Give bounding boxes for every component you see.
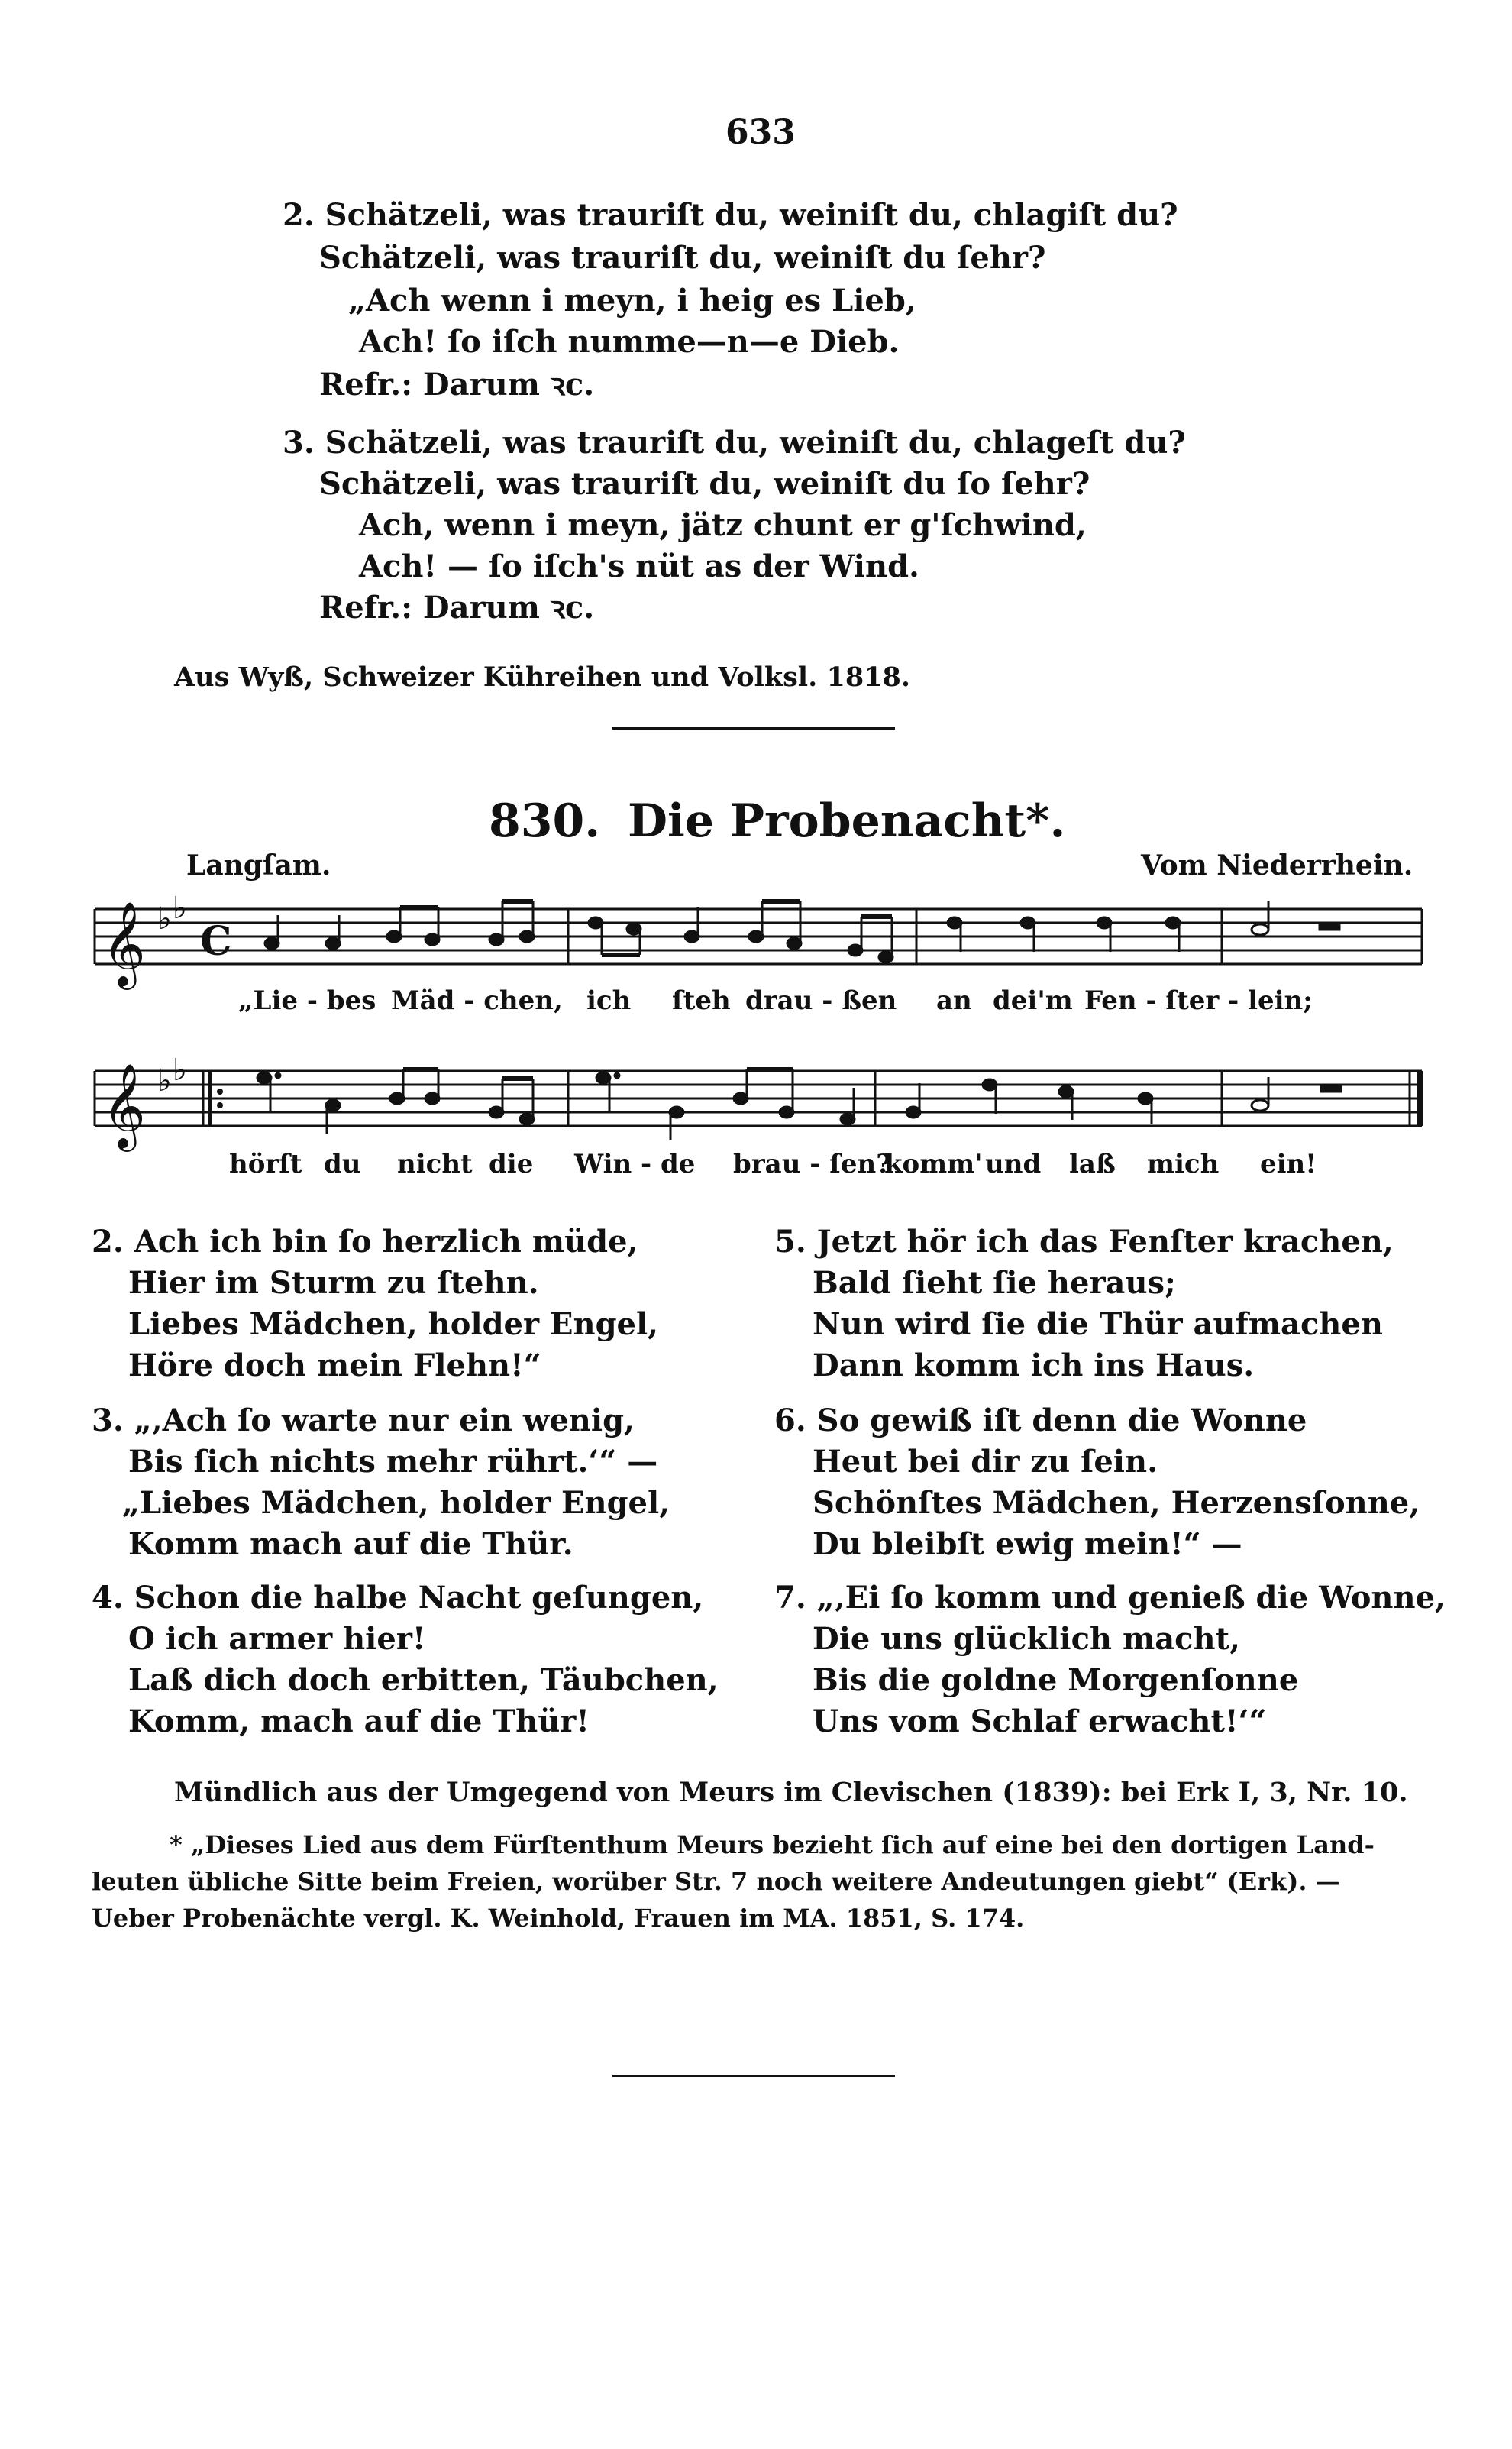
flat-sign-icon: ♭	[157, 1063, 172, 1098]
notes-staff-1	[265, 901, 1339, 962]
verse-line: Dann komm ich ins Haus.	[813, 1347, 1255, 1383]
verse-line: Nun wird ſie die Thür aufmachen	[813, 1306, 1383, 1342]
footnote-line: * „Dieses Lied aus dem Fürſtenthum Meurs bezieht ſich auf eine bei den dortigen Land-	[170, 1830, 1375, 1859]
lyric-syllable: brau - ſen?	[733, 1149, 892, 1179]
flat-sign-icon: ♭	[157, 901, 172, 937]
divider-rule	[612, 727, 895, 730]
lyric-syllable: du	[324, 1149, 361, 1179]
lyric-syllable: ſteh	[672, 985, 731, 1016]
verse-line: Komm, mach auf die Thür!	[128, 1703, 590, 1739]
lyric-syllable: „Lie - bes	[238, 985, 376, 1016]
verse-line: Ach! ſo iſch numme—n—e Dieb.	[359, 324, 900, 360]
notes-staff-2	[257, 1069, 1341, 1140]
lyric-syllable: nicht	[397, 1149, 473, 1179]
lyric-syllable: drau - ßen	[745, 985, 897, 1016]
verse-line: Du bleibſt ewig mein!“ —	[813, 1526, 1242, 1562]
verse-line: Heut bei dir zu ſein.	[813, 1444, 1158, 1480]
verse-line: Laß dich doch erbitten, Täubchen,	[128, 1662, 719, 1698]
lyric-syllable: Fen - ſter - lein;	[1084, 985, 1313, 1016]
lyric-syllable: ich	[586, 985, 632, 1016]
verse-line: Uns vom Schlaf erwacht!‘“	[813, 1703, 1267, 1739]
song-title: Die Probenacht*.	[628, 794, 1066, 848]
bottom-divider-rule	[612, 2075, 895, 2077]
lyric-syllable: ein!	[1260, 1149, 1317, 1179]
verse-line: 4. Schon die halbe Nacht geſungen,	[92, 1580, 704, 1616]
verse-line: Bis ſich nichts mehr rührt.‘“ —	[128, 1444, 658, 1480]
verse-line: Bis die goldne Morgenſonne	[813, 1662, 1299, 1698]
tempo-marking: Langſam.	[186, 849, 331, 882]
song-number: 830.	[489, 794, 601, 848]
song-source-citation: Mündlich aus der Umgegend von Meurs im Clevischen (1839): bei Erk I, 3, Nr. 10.	[174, 1777, 1408, 1808]
footnote-line: leuten übliche Sitte beim Freien, worüber Str. 7 noch weitere Andeutungen giebt“ (Erk). —	[92, 1867, 1340, 1896]
footnote-line: Ueber Probenächte vergl. K. Weinhold, Frauen im MA. 1851, S. 174.	[92, 1904, 1025, 1933]
music-staff-2	[0, 1040, 1512, 1163]
top-source-citation: Aus Wyß, Schweizer Kühreihen und Volksl. 1818.	[174, 662, 911, 693]
lyric-syllable: und	[985, 1149, 1042, 1179]
verse-line: Schönſtes Mädchen, Herzensſonne,	[813, 1485, 1420, 1521]
verse-line: 6. So gewiß iſt denn die Wonne	[774, 1402, 1307, 1438]
verse-line: Schätzeli, was trauriſt du, weiniſt du ſo ſehr?	[319, 466, 1090, 502]
lyric-syllable: dei'm	[993, 985, 1073, 1016]
music-staff-1	[0, 878, 1512, 1001]
flat-sign-icon: ♭	[173, 1053, 187, 1088]
verse-line: Bald ſieht ſie heraus;	[813, 1265, 1176, 1301]
verse-line: „Liebes Mädchen, holder Engel,	[122, 1485, 670, 1521]
verse-line: Ach! — ſo iſch's nüt as der Wind.	[359, 548, 919, 584]
verse-line: Höre doch mein Flehn!“	[128, 1347, 541, 1383]
lyric-syllable: laß	[1069, 1149, 1116, 1179]
verse-line: 2. Ach ich bin ſo herzlich müde,	[92, 1224, 638, 1260]
flat-sign-icon: ♭	[173, 891, 187, 926]
lyric-syllable: an	[936, 985, 972, 1016]
verse-line: 2. Schätzeli, was trauriſt du, weiniſt du, chlagiſt du?	[283, 197, 1178, 233]
verse-line: Schätzeli, was trauriſt du, weiniſt du ſehr?	[319, 240, 1046, 276]
verse-line: 7. „‚Ei ſo komm und genieß die Wonne,	[774, 1580, 1446, 1616]
lyric-syllable: Win - de	[574, 1149, 696, 1179]
verse-line: 3. Schätzeli, was trauriſt du, weiniſt du, chlageſt du?	[283, 425, 1186, 461]
treble-clef-icon: 𝄞	[102, 901, 146, 986]
lyric-syllable: die	[489, 1149, 534, 1179]
song-origin: Vom Niederrhein.	[1141, 849, 1413, 882]
verse-line: Komm mach auf die Thür.	[128, 1526, 573, 1562]
treble-clef-icon: 𝄞	[102, 1063, 146, 1148]
verse-line: 5. Jetzt hör ich das Fenſter krachen,	[774, 1224, 1394, 1260]
verse-line: 3. „‚Ach ſo warte nur ein wenig,	[92, 1402, 635, 1438]
lyric-syllable: hörſt	[229, 1149, 302, 1179]
verse-line: Die uns glücklich macht,	[813, 1621, 1241, 1657]
page-number: 633	[725, 113, 796, 152]
verse-line: Hier im Sturm zu ſtehn.	[128, 1265, 539, 1301]
verse-line: „Ach wenn i meyn, i heig es Lieb,	[348, 283, 916, 319]
lyric-syllable: mich	[1147, 1149, 1220, 1179]
verse-line: O ich armer hier!	[128, 1621, 426, 1657]
verse-line: Liebes Mädchen, holder Engel,	[128, 1306, 659, 1342]
verse-refrain: Refr.: Darum ꝛc.	[319, 367, 595, 403]
time-signature-icon: C	[200, 918, 232, 965]
lyric-syllable: Mäd - chen,	[391, 985, 563, 1016]
lyric-syllable: komm'	[884, 1149, 983, 1179]
verse-line: Ach, wenn i meyn, jätz chunt er g'ſchwind,	[359, 507, 1087, 543]
verse-refrain: Refr.: Darum ꝛc.	[319, 590, 595, 626]
